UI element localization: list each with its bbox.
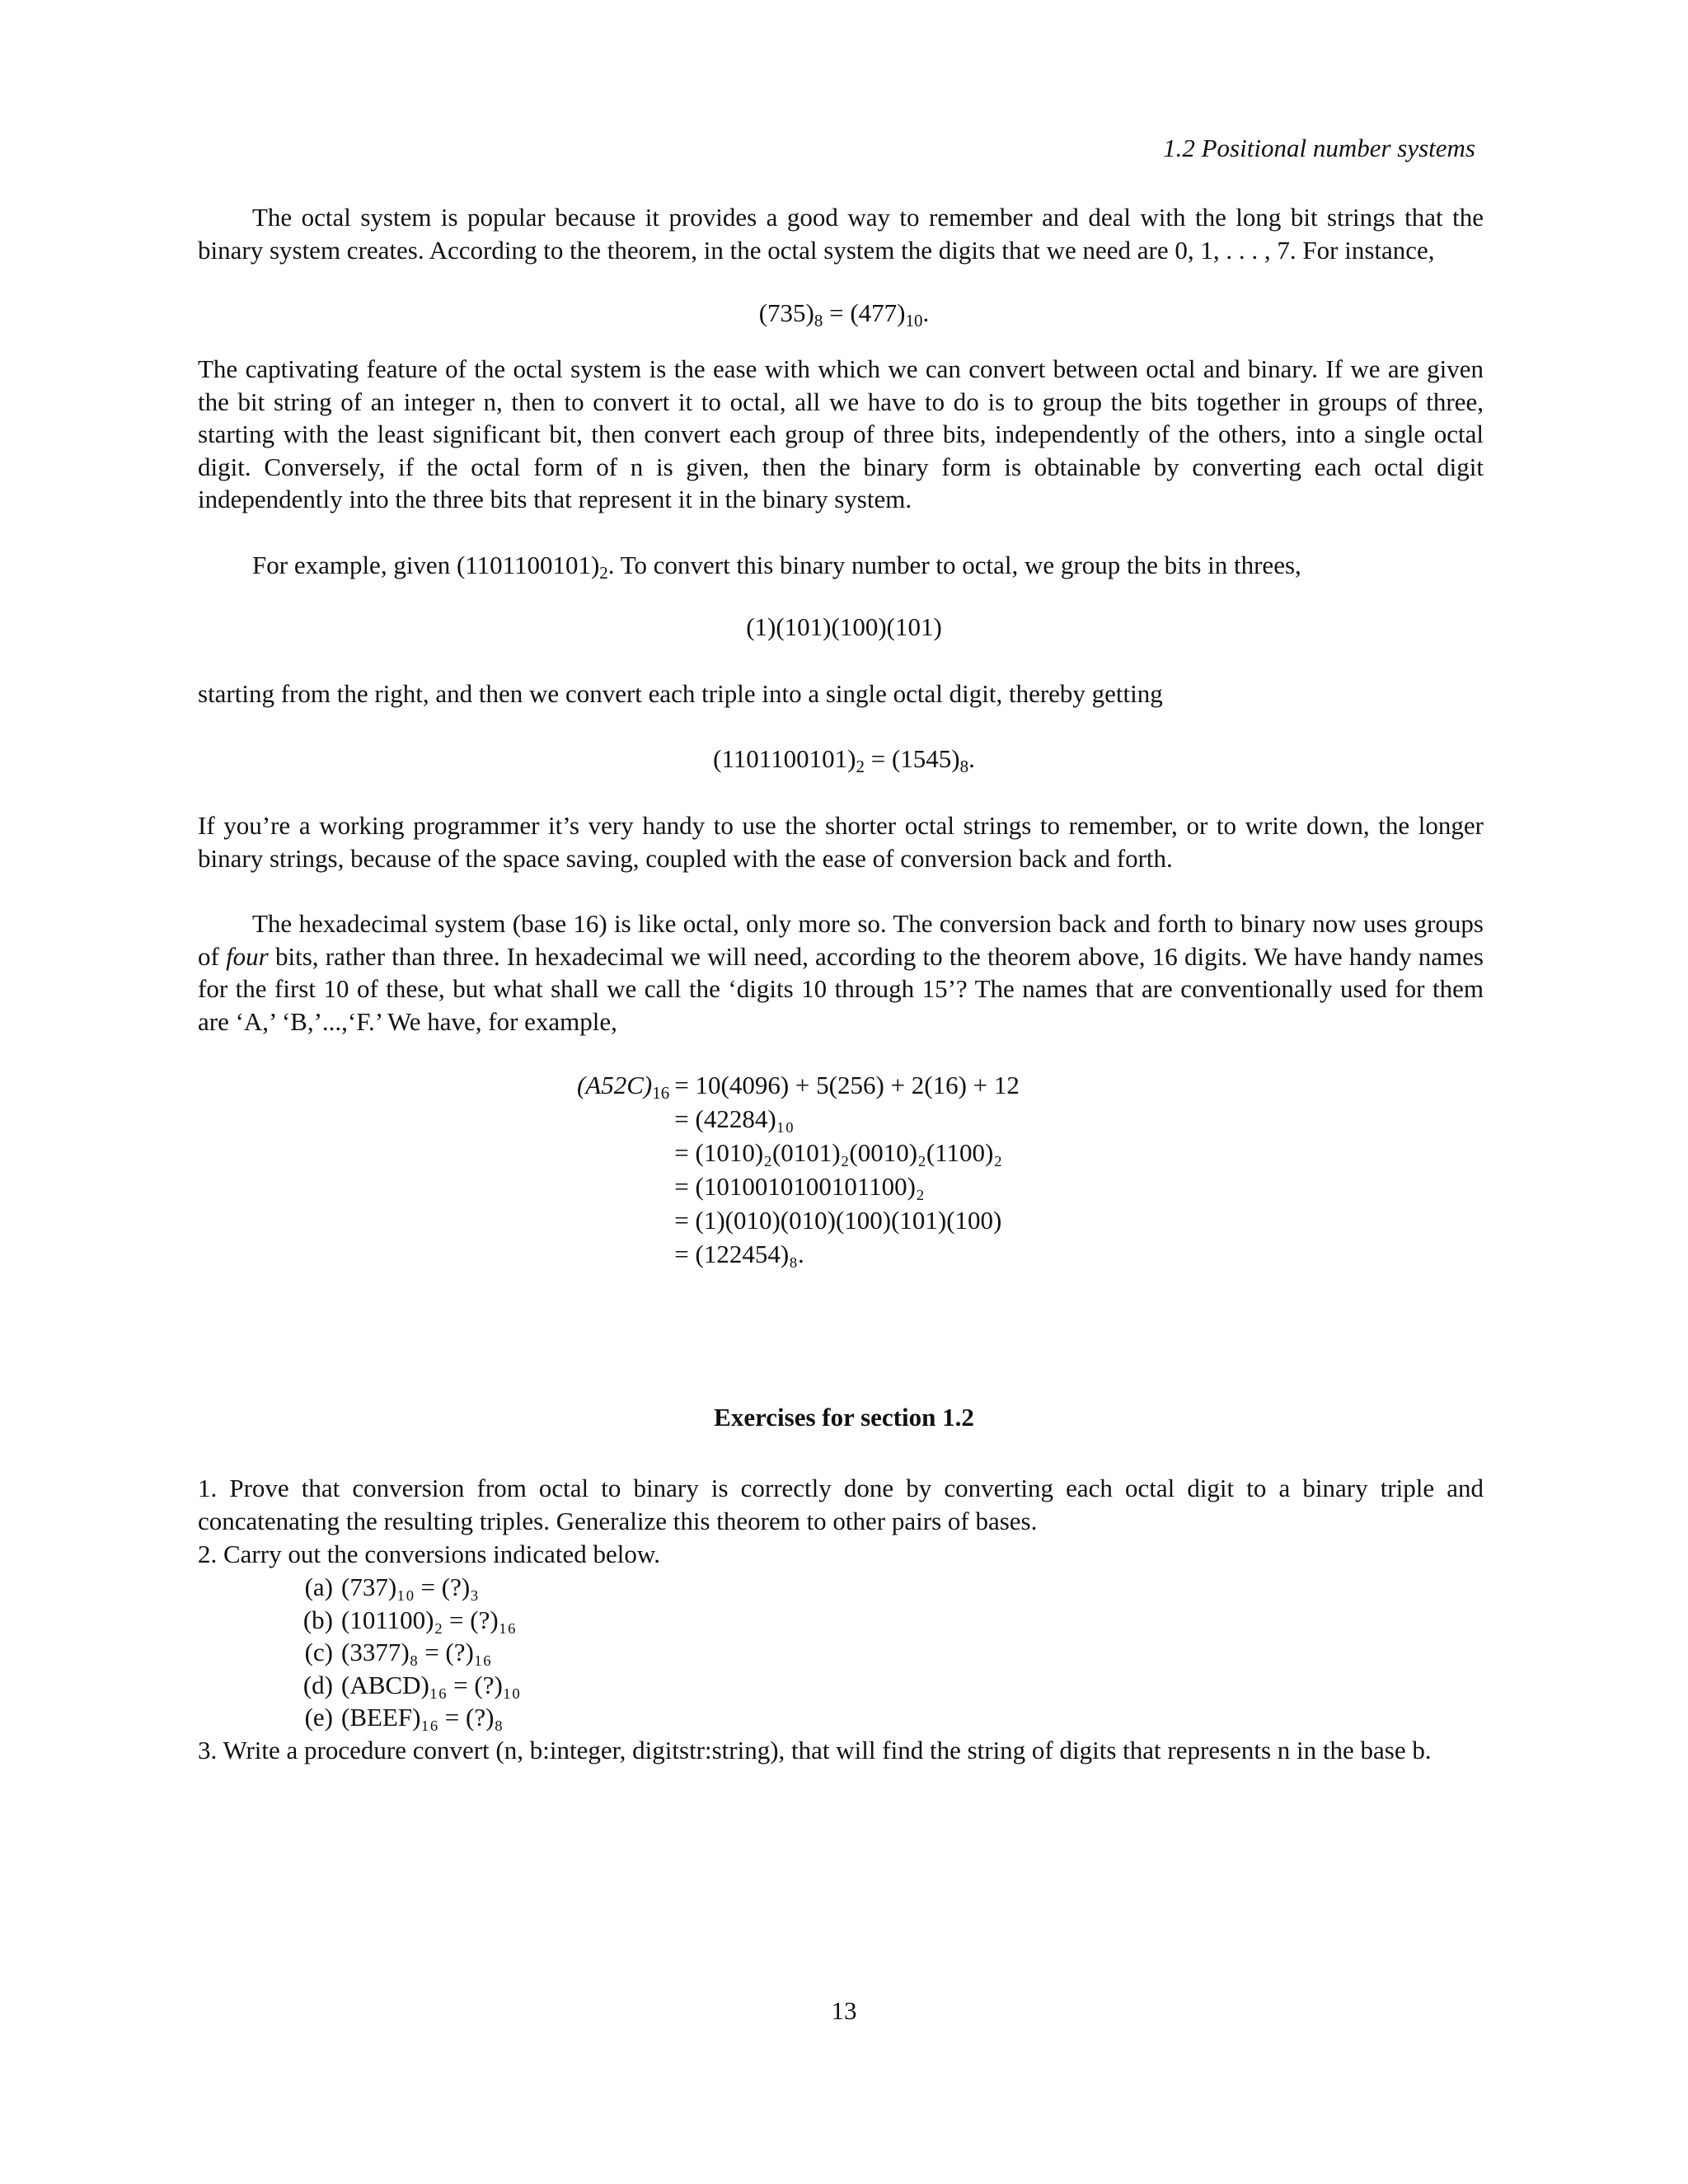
align-row xyxy=(577,1136,1020,1169)
paragraph-working-programmer: If you’re a working programmer it’s very handy to use the shorter octal strings to remember, or to write down, the longer binary strings, because of the space saving, coupled with the ease of conversion back and forth. xyxy=(198,811,1484,873)
para6-emphasis: four xyxy=(226,941,269,971)
align-rhs: = (42284)₁₀ xyxy=(674,1104,795,1133)
exercise-2-item xyxy=(282,1604,520,1637)
item-text: (BEEF)₁₆ = (?)₈ xyxy=(341,1703,504,1732)
exercise-2-item xyxy=(282,1701,520,1734)
exercises-heading: Exercises for section 1.2 xyxy=(714,1403,974,1432)
exercise-2-item xyxy=(282,1636,520,1669)
eq3-op: = xyxy=(864,744,892,773)
equation-735-octal xyxy=(0,298,1688,328)
item-text: (ABCD)₁₆ = (?)₁₀ xyxy=(341,1670,521,1699)
exercise-2-items xyxy=(282,1571,520,1734)
item-label: (d) xyxy=(302,1670,333,1699)
item-text: (737)₁₀ = (?)₃ xyxy=(341,1572,479,1601)
exercise-2-item xyxy=(282,1571,520,1604)
para3-text: For example, given (1101100101) xyxy=(252,551,600,579)
equation-binary-to-octal xyxy=(0,744,1688,774)
equation-grouped-bits: (1)(101)(100)(101) xyxy=(746,612,942,641)
align-rhs: = (1010010100101100)₂ xyxy=(674,1171,925,1201)
eq1-end: . xyxy=(922,298,930,327)
eq1-op: = xyxy=(823,298,851,327)
align-lhs-value: (A52C) xyxy=(577,1070,653,1099)
align-row xyxy=(577,1237,1020,1271)
item-label: (b) xyxy=(302,1605,333,1634)
para6-a: The hexadecimal system (base 16) is like octal, only more so. The conversion back and forth to binary now uses groups of xyxy=(198,909,1484,971)
exercise-2: 2. Carry out the conversions indicated below. xyxy=(198,1540,661,1568)
running-head: 1.2 Positional number systems xyxy=(1163,134,1475,162)
align-lhs-base: 16 xyxy=(652,1082,670,1103)
item-text: (3377)₈ = (?)₁₆ xyxy=(341,1638,492,1666)
align-rhs: = (122454)₈. xyxy=(674,1239,804,1268)
item-label: (a) xyxy=(304,1572,333,1601)
paragraph-starting-from-right: starting from the right, and then we convert each triple into a single octal digit, thereby getting xyxy=(198,679,1163,708)
paragraph-octal-binary-conversion: The captivating feature of the octal system is the ease with which we can convert between octal and binary. If we are given the bit string of an integer n, then to convert it to octal, all we have to do is to group the bits together in groups of three, starting with the least significant bit, then convert each group of three bits, independently of the others, into a single octal digit. Conversely, if the octal form of n is given, then the binary form is obtainable by converting each octal digit independently into the three bits that represent it in the binary system. xyxy=(198,354,1484,513)
para3-base: 2 xyxy=(599,563,608,583)
paragraph-hexadecimal xyxy=(198,907,1484,1038)
eq3-lhs-base: 2 xyxy=(856,757,865,776)
eq1-rhs-base: 10 xyxy=(905,311,923,330)
align-rhs: = (1010)₂(0101)₂(0010)₂(1100)₂ xyxy=(674,1137,1003,1167)
align-rhs: = (1)(010)(010)(100)(101)(100) xyxy=(674,1205,1002,1235)
hex-conversion-equations xyxy=(577,1068,1020,1271)
item-label: (e) xyxy=(304,1703,333,1732)
align-rhs: = 10(4096) + 5(256) + 2(16) + 12 xyxy=(674,1070,1020,1099)
para3-rest: . To convert this binary number to octal, we group the bits in threes, xyxy=(607,551,1301,579)
paragraph-example xyxy=(198,549,1484,582)
exercise-2-item xyxy=(282,1669,520,1702)
paragraph-octal-intro: The octal system is popular because it provides a good way to remember and deal with the long bit strings that the binary system creates. According to the theorem, in the octal system the digits that we need are 0, 1, . . . , 7. For instance, xyxy=(198,203,1484,265)
page-number: 13 xyxy=(831,1996,857,2025)
eq3-end: . xyxy=(968,744,975,773)
align-row xyxy=(577,1102,1020,1136)
exercise-1: 1. Prove that conversion from octal to binary is correctly done by converting each octal digit to a binary triple and concatenating the resulting triples. Generalize this theorem to other pairs of bases. xyxy=(198,1474,1484,1535)
eq3-rhs-base: 8 xyxy=(959,757,969,776)
eq1-lhs-base: 8 xyxy=(814,311,823,330)
eq3-lhs: (1101100101) xyxy=(713,744,856,773)
align-row xyxy=(577,1068,1020,1102)
eq1-rhs: (477) xyxy=(850,298,906,327)
item-text: (101100)₂ = (?)₁₆ xyxy=(341,1605,517,1634)
item-label: (c) xyxy=(304,1638,333,1666)
para6-b: bits, rather than three. In hexadecimal we will need, according to the theorem above, 16 digits. We have handy names for the first 10 of these, but what shall we call the ‘digits 10 through 15’? The names that are conventionally used for them are ‘A,’ ‘B,’...,‘F.’ We have, for example, xyxy=(198,941,1484,1036)
align-lhs xyxy=(577,1068,674,1102)
eq3-rhs: (1545) xyxy=(891,744,960,773)
align-row xyxy=(577,1203,1020,1237)
exercise-3: 3. Write a procedure convert (n, b:integer, digitstr:string), that will find the string of digits that represents n in the base b. xyxy=(198,1736,1432,1765)
eq1-lhs: (735) xyxy=(758,298,814,327)
align-row xyxy=(577,1169,1020,1203)
